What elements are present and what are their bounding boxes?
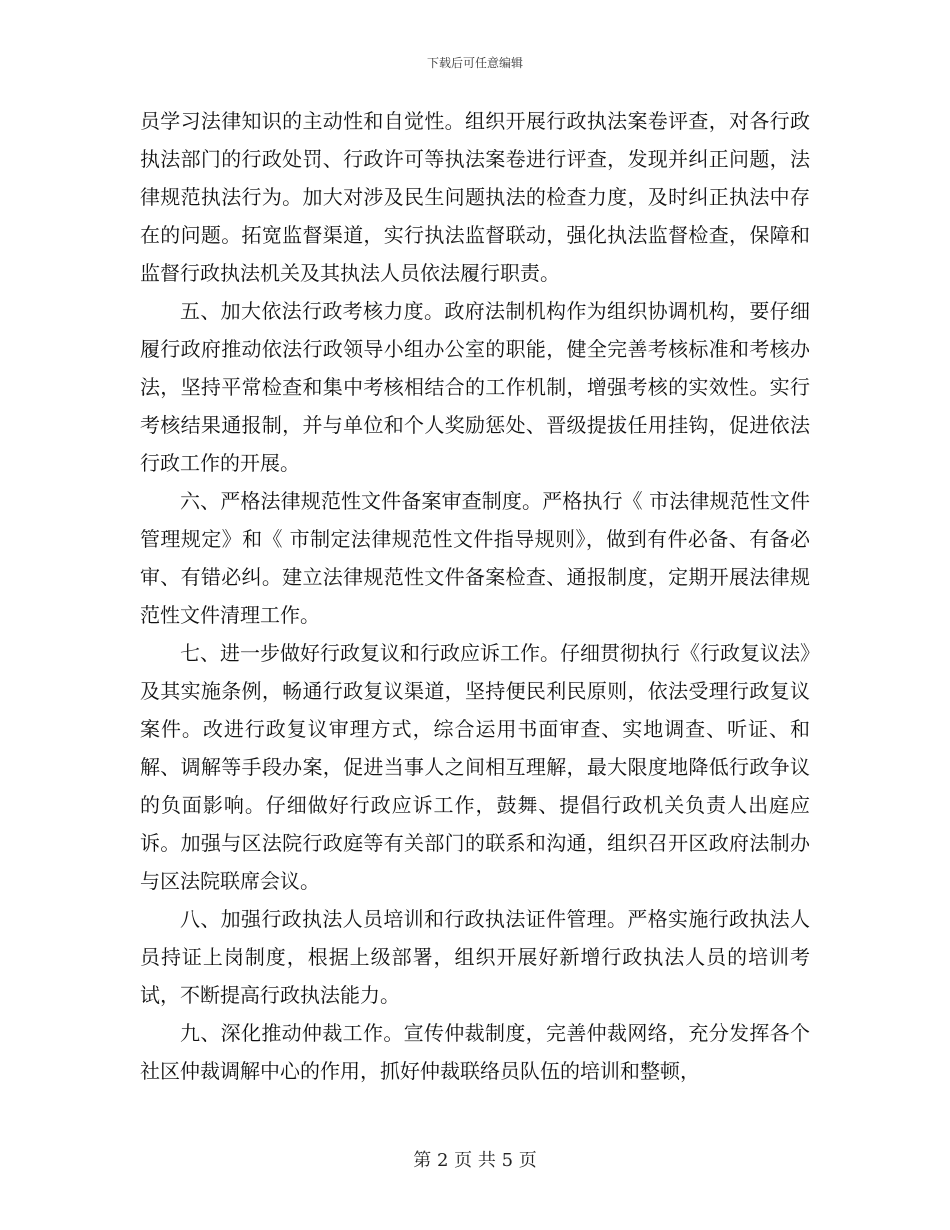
- page-number-footer: 第 2 页 共 5 页: [413, 1150, 537, 1171]
- paragraph-continued: 员学习法律知识的主动性和自觉性。组织开展行政执法案卷评查，对各行政执法部门的行政处罚、行政许可等执法案卷进行评查，发现并纠正问题，法律规范执法行为。加大对涉及民生问题执法的检查力度，及时纠正执法中存在的问题。拓宽监督渠道，实行执法监督联动，强化执法监督检查，保障和监督行政执法机关及其执法人员依法履行职责。: [140, 109, 810, 285]
- document-body: [140, 102, 810, 1090]
- page-header: 下载后可任意编辑: [426, 56, 523, 70]
- paragraph-section-6: 六、严格法律规范性文件备案审查制度。严格执行《 市法律规范性文件管理规定》和《 市制定法律规范性文件指导规则》，做到有件必备、有备必审、有错必纠。建立法律规范性文件备案检查、通报制度，定期开展法律规范性文件清理工作。: [140, 489, 810, 627]
- paragraph-section-8: 八、加强行政执法人员培训和行政执法证件管理。严格实施行政执法人员持证上岗制度，根据上级部署，组织开展好新增行政执法人员的培训考试，不断提高行政执法能力。: [140, 907, 810, 1007]
- paragraph-section-7: 七、进一步做好行政复议和行政应诉工作。仔细贯彻执行《行政复议法》及其实施条例，畅通行政复议渠道，坚持便民利民原则，依法受理行政复议案件。改进行政复议审理方式，综合运用书面审查、实地调查、听证、和解、调解等手段办案，促进当事人之间相互理解，最大限度地降低行政争议的负面影响。仔细做好行政应诉工作，鼓舞、提倡行政机关负责人出庭应诉。加强与区法院行政庭等有关部门的联系和沟通，组织召开区政府法制办与区法院联席会议。: [140, 641, 810, 893]
- paragraph-section-5: 五、加大依法行政考核力度。政府法制机构作为组织协调机构，要仔细履行政府推动依法行政领导小组办公室的职能，健全完善考核标准和考核办法，坚持平常检查和集中考核相结合的工作机制，增强考核的实效性。实行考核结果通报制，并与单位和个人奖励惩处、晋级提拔任用挂钩，促进依法行政工作的开展。: [140, 299, 810, 475]
- paragraph-section-9: 九、深化推动仲裁工作。宣传仲裁制度，完善仲裁网络，充分发挥各个社区仲裁调解中心的作用，抓好仲裁联络员队伍的培训和整顿，: [140, 1021, 810, 1083]
